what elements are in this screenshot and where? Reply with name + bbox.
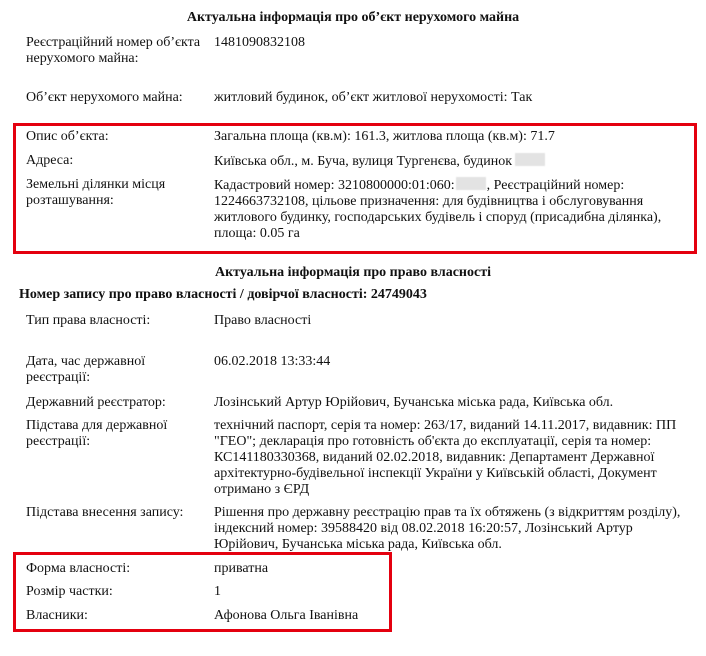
cadastral-number-text: Кадастровий номер: 3210800000:01:060:: [214, 178, 455, 193]
label-object-description: Опис об’єкта:: [26, 129, 109, 144]
value-registration-number: 1481090832108: [214, 35, 305, 50]
label-ownership-type: Тип права власності:: [26, 313, 151, 328]
label-registration-date: Дата, час державної реєстрації:: [26, 354, 146, 385]
row-registration-basis: [26, 418, 686, 498]
label-address: Адреса:: [26, 153, 74, 168]
value-address: [214, 153, 689, 170]
value-registration-basis: технічний паспорт, серія та номер: 263/17, виданий 14.11.2017, видавник: ПП "ГЕО"; декларація про готовність об'єкта до експлуатації, серія та номер: КС141180330368, виданий 02.02.2018, видавник: Департамент Державної архітектурно-будівельної інспекції України у Київській області, Документ отримано з ЄРД: [214, 418, 677, 497]
row-owners: [26, 608, 686, 624]
address-text: Київська обл., м. Буча, вулиця Тургенєва, будинок: [214, 154, 513, 169]
value-state-registrar: Лозінський Артур Юрійович, Бучанська міська рада, Київська обл.: [214, 395, 614, 410]
row-state-registrar: [26, 395, 686, 411]
label-state-registrar: Державний реєстратор:: [26, 395, 166, 410]
value-property-object: житловий будинок, об’єкт житлової нерухомості: Так: [214, 90, 533, 105]
label-registration-basis: Підстава для державної реєстрації:: [26, 418, 168, 449]
redacted-house-number: [515, 153, 545, 166]
row-ownership-form: [26, 561, 686, 577]
land-plot-details-text: , Реєстраційний номер: 1224663732108, цільове призначення: для будівництва і обслуговування житлового будинку, господарських будівель і споруд (присадибна ділянка), площа: 0.05 га: [214, 178, 662, 241]
value-share-size: 1: [214, 584, 221, 599]
label-land-plots: Земельні ділянки місця розташування:: [26, 177, 166, 208]
row-object-description: [26, 129, 686, 145]
row-entry-basis: [26, 505, 686, 553]
ownership-record-number: Номер запису про право власності / довірчої власності: 24749043: [19, 287, 427, 302]
label-share-size: Розмір частки:: [26, 584, 113, 599]
row-address: [26, 153, 686, 169]
row-ownership-type: [26, 313, 686, 329]
value-registration-date: 06.02.2018 13:33:44: [214, 354, 331, 369]
value-entry-basis: Рішення про державну реєстрацію прав та їх обтяжень (з відкриттям розділу), індексний номер: 39588420 від 08.02.2018 16:20:57, Лозінський Артур Юрійович, Бучанська міська рада, Київська обл.: [214, 505, 681, 552]
row-property-object: [26, 90, 686, 122]
label-property-object: Об’єкт нерухомого майна:: [26, 90, 183, 105]
value-ownership-type: Право власності: [214, 313, 312, 328]
value-land-plots: [214, 177, 689, 242]
label-entry-basis: Підстава внесення запису:: [26, 505, 184, 520]
value-object-description: Загальна площа (кв.м): 161.3, житлова площа (кв.м): 71.7: [214, 129, 555, 144]
row-registration-number: [26, 35, 686, 83]
label-ownership-form: Форма власності:: [26, 561, 131, 576]
value-ownership-form: приватна: [214, 561, 269, 576]
rights-section-title: Актуальна інформація про право власності: [215, 265, 491, 280]
redacted-cadastral-part: [456, 177, 486, 190]
row-land-plots: [26, 177, 686, 241]
row-share-size: [26, 584, 686, 600]
label-registration-number: Реєстраційний номер об’єкта нерухомого майна:: [26, 35, 201, 66]
label-owners: Власники:: [26, 608, 88, 623]
row-registration-date: [26, 354, 686, 386]
object-section-title: Актуальна інформація про об’єкт нерухомого майна: [186, 10, 520, 25]
value-owners: Афонова Ольга Іванівна: [214, 608, 359, 623]
